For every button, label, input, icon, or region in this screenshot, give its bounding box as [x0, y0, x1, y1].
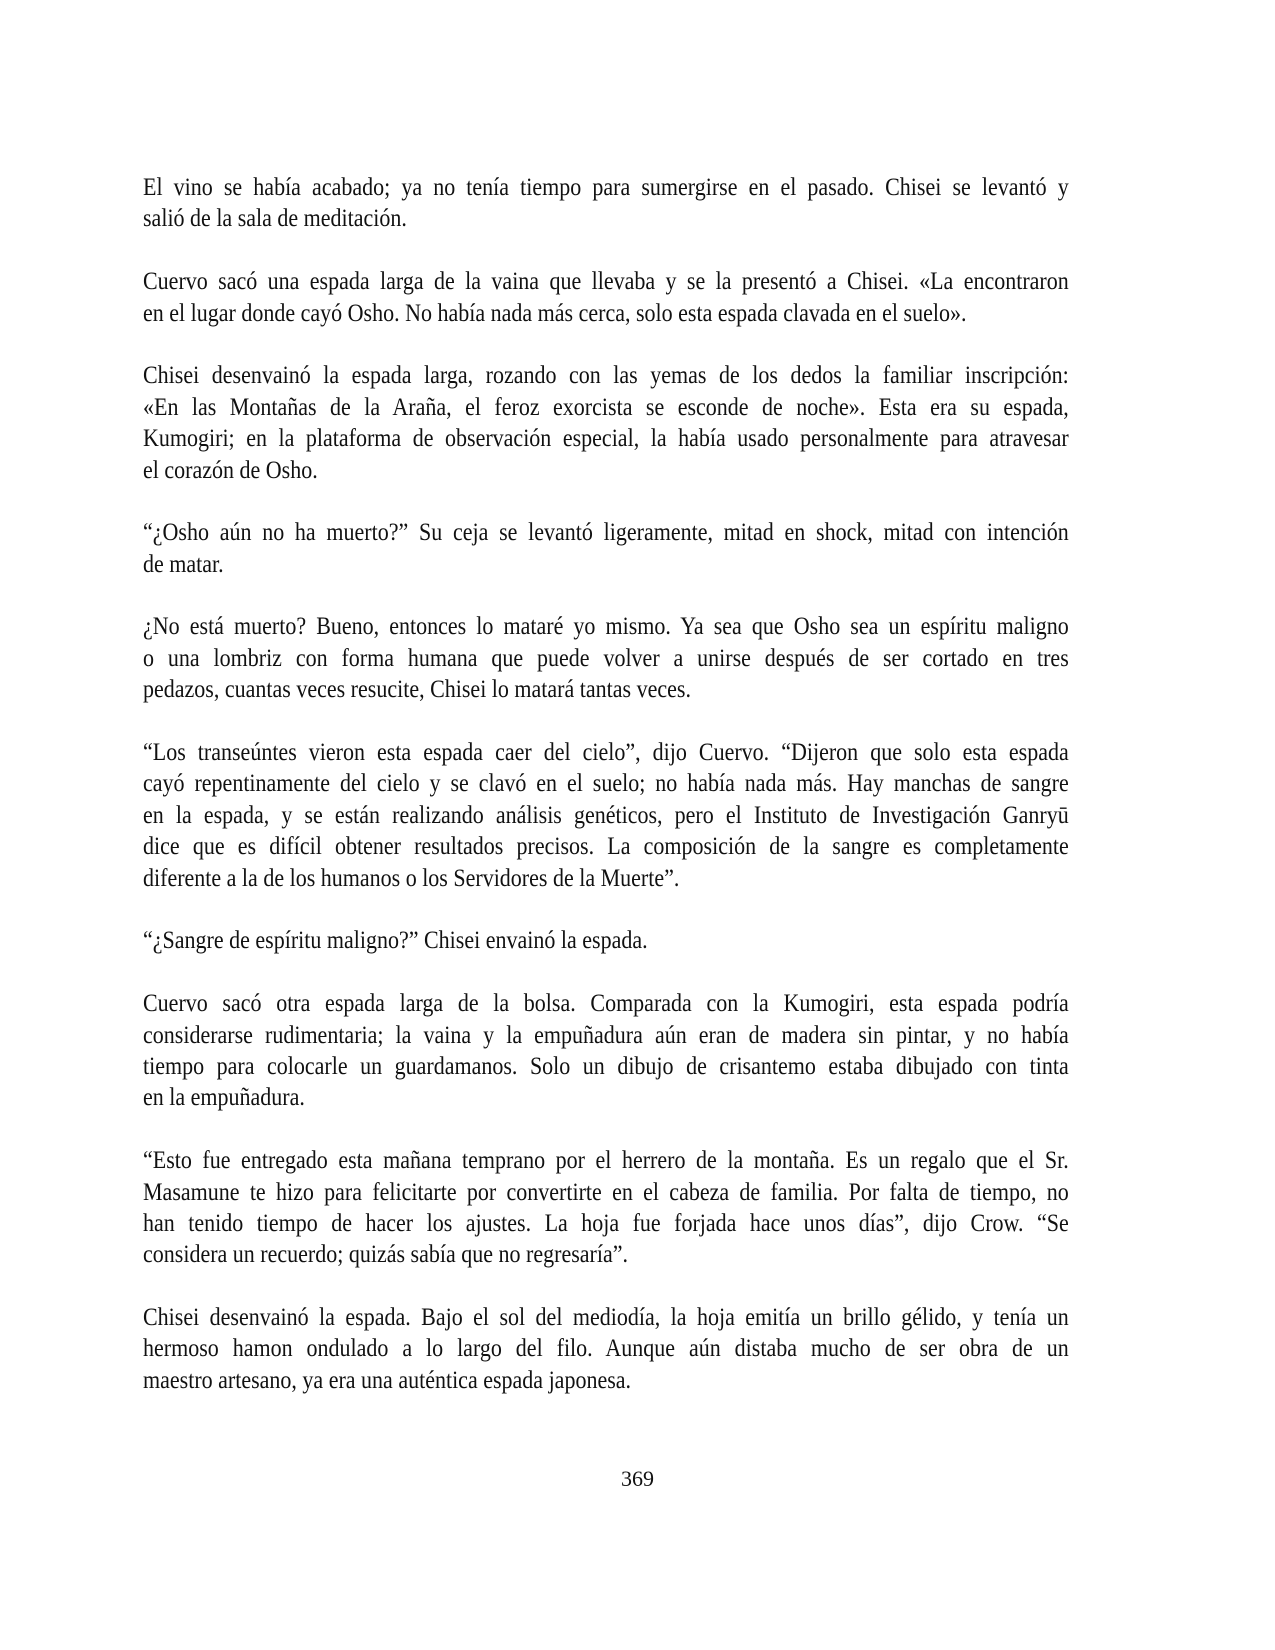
text-line: el corazón de Osho. [143, 456, 318, 484]
text-line: diferente a la de los humanos o los Servidores de la Muerte”. [143, 864, 680, 892]
paragraph [143, 737, 1069, 894]
text-line: hermoso hamon ondulado a lo largo del filo. Aunque aún distaba mucho de ser obra de un [143, 1335, 1069, 1363]
text-line: ¿No está muerto? Bueno, entonces lo mataré yo mismo. Ya sea que Osho sea un espíritu maligno [143, 613, 1069, 641]
text-line: “¿Osho aún no ha muerto?” Su ceja se levantó ligeramente, mitad en shock, mitad con intención [143, 519, 1069, 547]
text-line: o una lombriz con forma humana que puede volver a unirse después de ser cortado en tres [143, 644, 1069, 672]
text-line: en el lugar donde cayó Osho. No había nada más cerca, solo esta espada clavada en el suelo». [143, 299, 967, 327]
text-line: considera un recuerdo; quizás sabía que no regresaría”. [143, 1241, 629, 1269]
paragraph [143, 1145, 1069, 1271]
text-line: maestro artesano, ya era una auténtica espada japonesa. [143, 1366, 632, 1394]
paragraph [143, 517, 1069, 580]
page-number: 369 [621, 1466, 654, 1491]
text-line: “Esto fue entregado esta mañana temprano por el herrero de la montaña. Es un regalo que el Sr. [143, 1147, 1069, 1175]
text-line: tiempo para colocarle un guardamanos. Solo un dibujo de crisantemo estaba dibujado con tinta [143, 1052, 1069, 1080]
paragraph [143, 988, 1069, 1114]
text-line: dice que es difícil obtener resultados precisos. La composición de la sangre es completamente [143, 833, 1069, 861]
paragraph [143, 172, 1069, 235]
text-line: Masamune te hizo para felicitarte por convertirte en el cabeza de familia. Por falta de tiempo, no [143, 1178, 1069, 1206]
paragraph [143, 611, 1069, 705]
paragraph [143, 1302, 1069, 1396]
paragraph [143, 360, 1069, 486]
text-line: pedazos, cuantas veces resucite, Chisei lo matará tantas veces. [143, 676, 691, 704]
text-line: considerarse rudimentaria; la vaina y la empuñadura aún eran de madera sin pintar, y no había [143, 1021, 1069, 1049]
text-line: Kumogiri; en la plataforma de observación especial, la había usado personalmente para atravesar [143, 425, 1069, 453]
text-line: de matar. [143, 550, 224, 578]
text-line: Cuervo sacó una espada larga de la vaina que llevaba y se la presentó a Chisei. «La encontraron [143, 268, 1069, 296]
paragraph [143, 266, 1069, 329]
text-line: salió de la sala de meditación. [143, 205, 407, 233]
text-line: en la espada, y se están realizando análisis genéticos, pero el Instituto de Investigación Ganryū [143, 801, 1069, 829]
body-text [143, 172, 1069, 1428]
text-line: «En las Montañas de la Araña, el feroz exorcista se esconde de noche». Esta era su espada, [143, 393, 1069, 421]
text-line: “¿Sangre de espíritu maligno?” Chisei envainó la espada. [143, 927, 648, 955]
text-line: han tenido tiempo de hacer los ajustes. La hoja fue forjada hace unos días”, dijo Crow. “Se [143, 1209, 1069, 1237]
text-line: Cuervo sacó otra espada larga de la bolsa. Comparada con la Kumogiri, esta espada podría [143, 990, 1069, 1018]
text-line: El vino se había acabado; ya no tenía tiempo para sumergirse en el pasado. Chisei se levantó y [143, 174, 1069, 201]
text-line: en la empuñadura. [143, 1084, 305, 1112]
text-line: Chisei desenvainó la espada larga, rozando con las yemas de los dedos la familiar inscripción: [143, 362, 1069, 390]
text-line: Chisei desenvainó la espada. Bajo el sol del mediodía, la hoja emitía un brillo gélido, y tenía un [143, 1304, 1069, 1332]
paragraph [143, 925, 1069, 956]
text-line: “Los transeúntes vieron esta espada caer del cielo”, dijo Cuervo. “Dijeron que solo esta espada [143, 739, 1069, 767]
text-line: cayó repentinamente del cielo y se clavó en el suelo; no había nada más. Hay manchas de sangre [143, 770, 1069, 798]
